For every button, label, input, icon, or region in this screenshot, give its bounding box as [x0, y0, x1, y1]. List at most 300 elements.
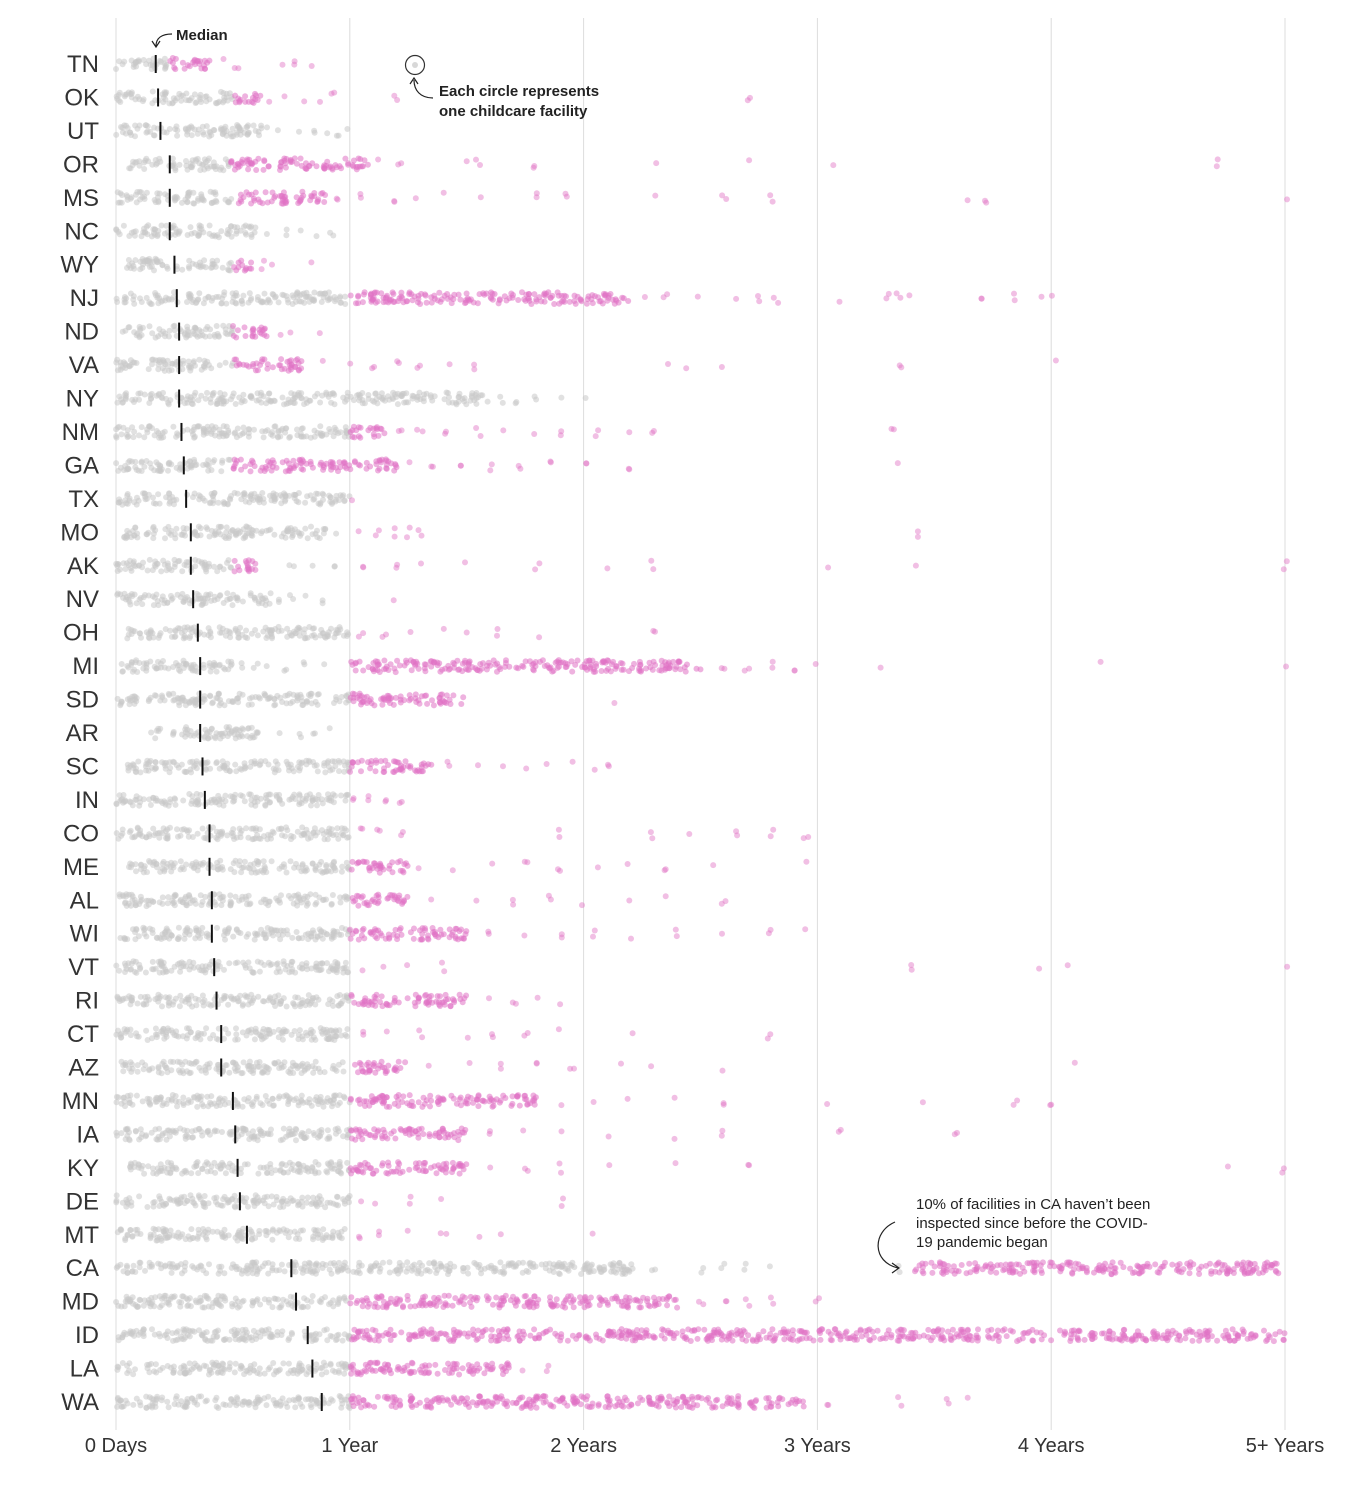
gray-dot-mn — [134, 1093, 140, 1099]
gray-dot-ky — [174, 1166, 180, 1172]
gray-dot-co — [215, 836, 221, 842]
gray-dot-va — [146, 366, 152, 372]
gray-dot-mo — [213, 532, 219, 538]
gray-dot-tx — [134, 502, 140, 508]
gray-dot-md — [201, 1305, 207, 1311]
gray-dot-mi — [124, 663, 130, 669]
gray-dot-sd — [298, 694, 304, 700]
gray-dot-sc — [133, 769, 139, 775]
gray-dot-ca — [398, 1266, 404, 1272]
gray-dot-mt — [300, 1227, 306, 1233]
gray-dot-ri — [177, 1003, 183, 1009]
gray-dot-ca — [137, 1260, 143, 1266]
gray-dot-nm — [275, 429, 281, 435]
gray-dot-tx — [124, 493, 130, 499]
gray-dot-sd — [132, 701, 138, 707]
gray-dot-de — [345, 1195, 351, 1201]
gray-dot-nm — [259, 428, 265, 434]
gray-dot-nc — [117, 231, 123, 237]
gray-dot-az — [213, 1066, 219, 1072]
gray-dot-ca — [533, 1264, 539, 1270]
gray-dot-ct — [128, 1032, 134, 1038]
gray-dot-ca — [465, 1271, 471, 1277]
gray-dot-md — [145, 1300, 151, 1306]
gray-dot-mi — [176, 667, 182, 673]
gray-dot-mi — [283, 667, 289, 673]
gray-dot-co — [174, 826, 180, 832]
gray-dot-ny — [558, 395, 564, 401]
gray-dot-me — [231, 869, 237, 875]
gray-dot-ar — [182, 734, 188, 740]
gray-dot-nm — [158, 435, 164, 441]
gray-dot-nm — [173, 434, 179, 440]
gray-dot-sc — [315, 768, 321, 774]
gray-dot-md — [280, 1297, 286, 1303]
gray-dot-ms — [184, 199, 190, 205]
gray-dot-wi — [234, 926, 240, 932]
gray-dot-sc — [307, 759, 313, 765]
gray-dot-ut — [120, 125, 126, 131]
gray-dot-ri — [261, 998, 267, 1004]
gray-dot-ar — [327, 725, 333, 731]
gray-dot-wy — [220, 265, 226, 271]
gray-dot-wi — [175, 936, 181, 942]
gray-dot-mt — [200, 1226, 206, 1232]
gray-dot-nc — [298, 228, 304, 234]
gray-dot-oh — [235, 631, 241, 637]
gray-dot-sd — [291, 692, 297, 698]
gray-dot-ct — [210, 1032, 216, 1038]
gray-dot-oh — [226, 629, 232, 635]
gray-dot-ri — [327, 997, 333, 1003]
gray-dot-nj — [246, 300, 252, 306]
gray-dot-oh — [331, 634, 337, 640]
gray-dot-ca — [265, 1271, 271, 1277]
gray-dot-oh — [269, 635, 275, 641]
gray-dot-al — [341, 894, 347, 900]
gray-dot-or — [193, 157, 199, 163]
gray-dot-wi — [324, 931, 330, 937]
gray-dot-md — [196, 1299, 202, 1305]
gray-dot-de — [191, 1200, 197, 1206]
gray-dot-ms — [199, 194, 205, 200]
gray-dot-tx — [157, 501, 163, 507]
gray-dot-sc — [242, 760, 248, 766]
gray-dot-ca — [649, 1267, 655, 1273]
gray-dot-ny — [220, 395, 226, 401]
gray-dot-wi — [268, 926, 274, 932]
gray-dot-wi — [289, 935, 295, 941]
gray-dot-in — [240, 793, 246, 799]
gray-dot-md — [172, 1293, 178, 1299]
gray-dot-tx — [302, 500, 308, 506]
gray-dot-wi — [225, 929, 231, 935]
gray-dot-md — [137, 1297, 143, 1303]
gray-dot-ny — [284, 401, 290, 407]
gray-dot-mi — [228, 659, 234, 665]
gray-dot-ca — [741, 1267, 747, 1273]
gray-dot-ut — [164, 130, 170, 136]
gray-dot-tx — [326, 493, 332, 499]
gray-dot-ct — [323, 1030, 329, 1036]
gray-dot-ca — [162, 1263, 168, 1269]
gray-dot-in — [136, 803, 142, 809]
gray-dot-ak — [192, 563, 198, 569]
gray-dot-sd — [249, 694, 255, 700]
gray-dot-ny — [401, 391, 407, 397]
gray-dot-nm — [208, 431, 214, 437]
gray-dot-oh — [249, 631, 255, 637]
gray-dot-va — [128, 357, 134, 363]
gray-dot-nm — [125, 427, 131, 433]
gray-dot-ms — [157, 191, 163, 197]
gray-dot-mn — [195, 1096, 201, 1102]
gray-dot-nm — [144, 429, 150, 435]
gray-dot-mi — [201, 665, 207, 671]
gray-dot-vt — [274, 961, 280, 967]
gray-dot-md — [301, 1304, 307, 1310]
gray-dot-nj — [311, 290, 317, 296]
gray-dot-md — [185, 1302, 191, 1308]
gray-dot-mi — [120, 668, 126, 674]
gray-dot-mi — [183, 661, 189, 667]
gray-dot-nm — [195, 424, 201, 430]
gray-dot-az — [193, 1059, 199, 1065]
gray-dot-wi — [187, 928, 193, 934]
gray-dot-me — [220, 867, 226, 873]
gray-dot-oh — [255, 632, 261, 638]
gray-dot-nm — [139, 424, 145, 430]
gray-dot-nd — [193, 332, 199, 338]
gray-dot-in — [222, 793, 228, 799]
gray-dot-id — [329, 1334, 335, 1340]
gray-dot-tx — [123, 500, 129, 506]
gray-dot-ia — [333, 1126, 339, 1132]
gray-dot-md — [115, 1303, 121, 1309]
gray-dot-tx — [259, 490, 265, 496]
gray-dot-nd — [137, 334, 143, 340]
gray-dot-sc — [314, 762, 320, 768]
gray-dot-sc — [336, 758, 342, 764]
gray-dot-ca — [250, 1260, 256, 1266]
gray-dot-ia — [293, 1137, 299, 1143]
gray-dot-co — [156, 835, 162, 841]
gray-dot-ar — [214, 730, 220, 736]
gray-dot-wi — [196, 927, 202, 933]
gray-dot-mt — [151, 1226, 157, 1232]
gray-dot-ca — [433, 1270, 439, 1276]
gray-dot-me — [142, 863, 148, 869]
gray-dot-wi — [338, 932, 344, 938]
gray-dot-md — [237, 1303, 243, 1309]
gray-dot-mi — [301, 659, 307, 665]
gray-dot-tn — [116, 58, 122, 64]
gray-dot-ct — [300, 1036, 306, 1042]
gray-dot-ca — [497, 1259, 503, 1265]
gray-dot-mt — [118, 1227, 124, 1233]
gray-dot-al — [218, 902, 224, 908]
gray-dot-nm — [220, 433, 226, 439]
gray-dot-in — [113, 801, 119, 807]
gray-dot-nm — [286, 435, 292, 441]
gray-dot-sc — [258, 758, 264, 764]
gray-dot-ak — [133, 563, 139, 569]
gray-dot-ia — [260, 1132, 266, 1138]
gray-dot-md — [178, 1299, 184, 1305]
gray-dot-nv — [287, 592, 293, 598]
gray-dot-ri — [336, 1003, 342, 1009]
gray-dot-ri — [173, 996, 179, 1002]
gray-dot-ri — [208, 1003, 214, 1009]
gray-dot-vt — [258, 960, 264, 966]
gray-dot-nv — [276, 599, 282, 605]
gray-dot-ct — [195, 1030, 201, 1036]
gray-dot-ca — [584, 1261, 590, 1267]
gray-dot-tx — [116, 500, 122, 506]
gray-dot-ny — [332, 401, 338, 407]
gray-dot-al — [329, 901, 335, 907]
gray-dot-ca — [380, 1260, 386, 1266]
gray-dot-ms — [228, 196, 234, 202]
gray-dot-ar — [171, 729, 177, 735]
gray-dot-az — [139, 1059, 145, 1065]
gray-dot-mo — [162, 526, 168, 532]
gray-dot-me — [144, 869, 150, 875]
gray-dot-sc — [297, 765, 303, 771]
gray-dot-ms — [223, 197, 229, 203]
gray-dot-va — [180, 358, 186, 364]
gray-dot-ct — [310, 1029, 316, 1035]
gray-dot-or — [142, 158, 148, 164]
gray-dot-de — [214, 1195, 220, 1201]
gray-dot-wi — [182, 936, 188, 942]
gray-dot-vt — [249, 969, 255, 975]
gray-dot-de — [299, 1195, 305, 1201]
gray-dot-id — [321, 1327, 327, 1333]
gray-dot-mi — [212, 662, 218, 668]
gray-dot-nj — [337, 295, 343, 301]
gray-dot-az — [235, 1067, 241, 1073]
gray-dot-nm — [235, 426, 241, 432]
gray-dot-tx — [304, 493, 310, 499]
gray-dot-ca — [491, 1269, 497, 1275]
gray-dot-ny — [317, 400, 323, 406]
gray-dot-nm — [314, 430, 320, 436]
gray-dot-az — [313, 1059, 319, 1065]
gray-dot-sd — [337, 698, 343, 704]
gray-dot-nm — [192, 434, 198, 440]
gray-dot-mo — [314, 534, 320, 540]
gray-dot-nj — [239, 301, 245, 307]
gray-dot-ca — [427, 1268, 433, 1274]
gray-dot-ca — [331, 1260, 337, 1266]
gray-dot-al — [263, 900, 269, 906]
gray-dot-sc — [227, 768, 233, 774]
gray-dot-vt — [207, 962, 213, 968]
gray-dot-ar — [152, 735, 158, 741]
gray-dot-tx — [200, 496, 206, 502]
gray-dot-ny — [228, 396, 234, 402]
gray-dot-mt — [274, 1230, 280, 1236]
gray-dot-nj — [311, 298, 317, 304]
gray-dot-sc — [289, 765, 295, 771]
gray-dot-ny — [132, 397, 138, 403]
gray-dot-ia — [123, 1126, 129, 1132]
gray-dot-mn — [147, 1102, 153, 1108]
gray-dot-in — [304, 793, 310, 799]
gray-dot-ca — [437, 1261, 443, 1267]
gray-dot-nj — [128, 291, 134, 297]
gray-dot-ct — [280, 1037, 286, 1043]
gray-dot-al — [122, 899, 128, 905]
gray-dot-vt — [314, 967, 320, 973]
gray-dot-mn — [304, 1099, 310, 1105]
gray-dot-me — [318, 859, 324, 865]
gray-dot-id — [175, 1328, 181, 1334]
gray-dot-mo — [223, 535, 229, 541]
gray-dot-ca — [616, 1260, 622, 1266]
gray-dot-in — [248, 792, 254, 798]
gray-dot-tx — [313, 491, 319, 497]
gray-dot-sc — [179, 762, 185, 768]
gray-dot-az — [120, 1062, 126, 1068]
gray-dot-ms — [134, 189, 140, 195]
gray-dot-me — [269, 858, 275, 864]
gray-dot-co — [326, 829, 332, 835]
gray-dot-ak — [164, 567, 170, 573]
gray-dot-ky — [255, 1171, 261, 1177]
gray-dot-va — [186, 359, 192, 365]
gray-dot-nc — [249, 234, 255, 240]
gray-dot-ut — [324, 130, 330, 136]
gray-dot-oh — [268, 629, 274, 635]
gray-dot-nv — [217, 593, 223, 599]
gray-dot-ca — [767, 1263, 773, 1269]
gray-dot-ar — [154, 728, 160, 734]
gray-dot-al — [288, 895, 294, 901]
gray-dot-me — [233, 858, 239, 864]
gray-dot-nj — [219, 296, 225, 302]
gray-dot-mo — [236, 530, 242, 536]
gray-dot-wy — [179, 267, 185, 273]
gray-dot-ca — [601, 1264, 607, 1270]
gray-dot-tx — [320, 492, 326, 498]
gray-dot-nj — [342, 294, 348, 300]
gray-dot-mn — [120, 1095, 126, 1101]
gray-dot-vt — [113, 963, 119, 969]
gray-dot-ct — [123, 1030, 129, 1036]
gray-dot-ny — [497, 394, 503, 400]
gray-dot-ca — [417, 1260, 423, 1266]
gray-dot-ri — [281, 995, 287, 1001]
gray-dot-or — [211, 159, 217, 165]
gray-dot-az — [187, 1060, 193, 1066]
gray-dot-mn — [337, 1092, 343, 1098]
gray-dot-ak — [145, 568, 151, 574]
gray-dot-ar — [250, 735, 256, 741]
gray-dot-ia — [340, 1133, 346, 1139]
gray-dot-ms — [118, 190, 124, 196]
gray-dot-nm — [317, 423, 323, 429]
gray-dot-nv — [248, 592, 254, 598]
gray-dot-nd — [137, 327, 143, 333]
gray-dot-ar — [209, 726, 215, 732]
gray-dot-tn — [149, 66, 155, 72]
gray-dot-mt — [171, 1233, 177, 1239]
gray-dot-me — [261, 867, 267, 873]
gray-dot-ga — [147, 460, 153, 466]
gray-dot-nd — [167, 328, 173, 334]
gray-dot-ok — [162, 89, 168, 95]
gray-dot-de — [317, 1193, 323, 1199]
gray-dot-nc — [152, 226, 158, 232]
gray-dot-ca — [338, 1265, 344, 1271]
gray-dot-id — [191, 1329, 197, 1335]
gray-dot-mt — [323, 1235, 329, 1241]
gray-dot-in — [130, 802, 136, 808]
gray-dot-ca — [445, 1271, 451, 1277]
gray-dot-mt — [256, 1228, 262, 1234]
gray-dot-al — [199, 902, 205, 908]
gray-dot-ny — [184, 396, 190, 402]
gray-dot-sc — [336, 768, 342, 774]
gray-dot-nc — [129, 230, 135, 236]
gray-dot-ny — [233, 401, 239, 407]
gray-dot-wi — [258, 927, 264, 933]
gray-dot-ca — [387, 1270, 393, 1276]
gray-dot-ri — [330, 1003, 336, 1009]
gray-dot-wi — [158, 936, 164, 942]
gray-dot-ia — [149, 1130, 155, 1136]
gray-dot-ri — [255, 994, 261, 1000]
gray-dot-sd — [308, 691, 314, 697]
gray-dot-sc — [237, 766, 243, 772]
gray-dot-ky — [316, 1170, 322, 1176]
gray-dot-de — [335, 1202, 341, 1208]
gray-dot-tn — [162, 61, 168, 67]
gray-dot-ia — [190, 1134, 196, 1140]
gray-dot-az — [179, 1062, 185, 1068]
gray-dot-mn — [287, 1095, 293, 1101]
gray-dot-mo — [264, 528, 270, 534]
gray-dot-ga — [139, 468, 145, 474]
gray-dot-ca — [611, 1269, 617, 1275]
gray-dot-ga — [113, 460, 119, 466]
gray-dot-mn — [267, 1101, 273, 1107]
gray-dot-ri — [314, 994, 320, 1000]
gray-dot-mo — [243, 523, 249, 529]
gray-dot-vt — [317, 961, 323, 967]
gray-dot-ct — [143, 1028, 149, 1034]
gray-dot-ct — [203, 1025, 209, 1031]
gray-dot-nv — [114, 592, 120, 598]
gray-dot-mo — [132, 524, 138, 530]
gray-dot-ny — [240, 397, 246, 403]
gray-dot-nm — [221, 423, 227, 429]
gray-dot-tx — [151, 500, 157, 506]
gray-dot-al — [323, 897, 329, 903]
gray-dot-nm — [116, 424, 122, 430]
gray-dot-nd — [207, 326, 213, 332]
gray-dot-ri — [337, 992, 343, 998]
gray-dot-mt — [127, 1227, 133, 1233]
gray-dot-ia — [205, 1128, 211, 1134]
gray-dot-mo — [302, 526, 308, 532]
gray-dot-az — [272, 1061, 278, 1067]
gray-dot-ia — [136, 1137, 142, 1143]
gray-dot-mo — [216, 524, 222, 530]
gray-dot-tx — [310, 497, 316, 503]
